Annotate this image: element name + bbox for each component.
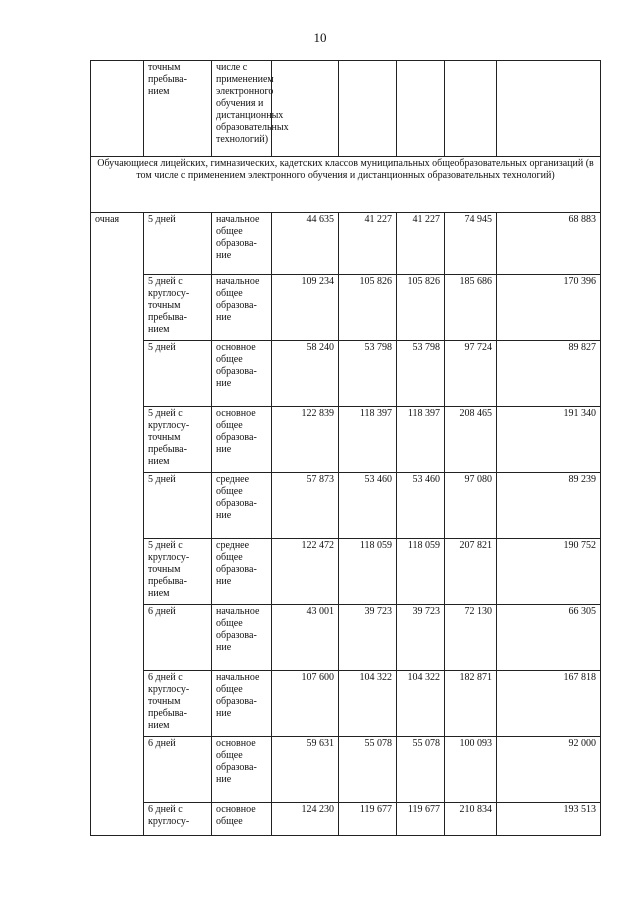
cell-value-4: 185 686: [445, 275, 497, 341]
tariff-table: [90, 60, 601, 836]
cell-duration: 5 дней: [144, 213, 212, 275]
cell-value-1: 58 240: [272, 341, 339, 407]
cell-value-5: 89 239: [497, 473, 601, 539]
cell-value-4: 182 871: [445, 671, 497, 737]
cell-form-empty: [91, 61, 144, 157]
cell-value-5: 191 340: [497, 407, 601, 473]
cell-duration: 5 дней с круглосу- точным пребыва- нием: [144, 539, 212, 605]
cell-value-1: 122 839: [272, 407, 339, 473]
cell-value-5: 92 000: [497, 737, 601, 803]
cell-value-3: 118 059: [397, 539, 445, 605]
table-row: [91, 275, 601, 341]
section-title: Обучающиеся лицейских, гимназических, кадетских классов муниципальных общеобразовательных организаций (в том числе с применением электронного обучения и дистанционных образовательных технологий): [91, 157, 601, 213]
cell-value-4: 210 834: [445, 803, 497, 836]
cell-value-2: 104 322: [339, 671, 397, 737]
cell-value-4: 207 821: [445, 539, 497, 605]
cell-level-fragment: числе с применением электронного обучения и дистанционных образовательных технологий): [212, 61, 272, 157]
section-row: [91, 157, 601, 213]
cell-form: очная: [91, 213, 144, 836]
cell-level: начальное общее образова- ние: [212, 671, 272, 737]
cell-value-3: 104 322: [397, 671, 445, 737]
cell-duration: 5 дней: [144, 473, 212, 539]
table-row: [91, 341, 601, 407]
cell-value-1: 122 472: [272, 539, 339, 605]
cell-value-3: 119 677: [397, 803, 445, 836]
cell-value-2: 119 677: [339, 803, 397, 836]
table-row: [91, 737, 601, 803]
cell-value-1: 107 600: [272, 671, 339, 737]
cell-value-5: 193 513: [497, 803, 601, 836]
cell-value-4: 74 945: [445, 213, 497, 275]
cell-value-3: 39 723: [397, 605, 445, 671]
cell-empty: [272, 61, 339, 157]
cell-value-5: 66 305: [497, 605, 601, 671]
table-row: [91, 803, 601, 836]
cell-duration: 5 дней с круглосу- точным пребыва- нием: [144, 275, 212, 341]
cell-value-1: 109 234: [272, 275, 339, 341]
cell-value-2: 105 826: [339, 275, 397, 341]
cell-level: среднее общее образова- ние: [212, 473, 272, 539]
cell-value-3: 41 227: [397, 213, 445, 275]
cell-value-2: 53 798: [339, 341, 397, 407]
cell-value-4: 72 130: [445, 605, 497, 671]
cell-value-5: 170 396: [497, 275, 601, 341]
cell-value-4: 97 724: [445, 341, 497, 407]
cell-empty: [497, 61, 601, 157]
cell-value-1: 57 873: [272, 473, 339, 539]
table-row: [91, 407, 601, 473]
cell-empty: [397, 61, 445, 157]
cell-duration: 5 дней с круглосу- точным пребыва- нием: [144, 407, 212, 473]
cell-empty: [339, 61, 397, 157]
table-row: [91, 671, 601, 737]
cell-value-1: 44 635: [272, 213, 339, 275]
cell-value-4: 208 465: [445, 407, 497, 473]
cell-value-3: 105 826: [397, 275, 445, 341]
table-row: [91, 473, 601, 539]
cell-level: начальное общее образова- ние: [212, 605, 272, 671]
cell-value-2: 41 227: [339, 213, 397, 275]
cell-value-2: 118 397: [339, 407, 397, 473]
cell-duration: 6 дней с круглосу- точным пребыва- нием: [144, 671, 212, 737]
cell-value-4: 97 080: [445, 473, 497, 539]
cell-level: среднее общее образова- ние: [212, 539, 272, 605]
cell-value-4: 100 093: [445, 737, 497, 803]
cell-level: основное общее образова- ние: [212, 737, 272, 803]
cell-value-3: 53 460: [397, 473, 445, 539]
cell-value-5: 89 827: [497, 341, 601, 407]
cell-duration: 5 дней: [144, 341, 212, 407]
cell-level: основное общее: [212, 803, 272, 836]
table-row: [91, 213, 601, 275]
cell-value-3: 55 078: [397, 737, 445, 803]
page-number: 10: [313, 30, 327, 45]
cell-value-5: 68 883: [497, 213, 601, 275]
cell-duration-fragment: точным пребыва- нием: [144, 61, 212, 157]
cell-value-1: 124 230: [272, 803, 339, 836]
cell-level: основное общее образова- ние: [212, 407, 272, 473]
cell-value-3: 118 397: [397, 407, 445, 473]
cell-value-5: 190 752: [497, 539, 601, 605]
table-row: [91, 605, 601, 671]
table-row: [91, 539, 601, 605]
header-fragment-row: [91, 61, 601, 157]
cell-level: начальное общее образова- ние: [212, 275, 272, 341]
cell-value-5: 167 818: [497, 671, 601, 737]
cell-value-2: 55 078: [339, 737, 397, 803]
cell-value-1: 43 001: [272, 605, 339, 671]
cell-duration: 6 дней с круглосу-: [144, 803, 212, 836]
cell-duration: 6 дней: [144, 605, 212, 671]
cell-level: основное общее образова- ние: [212, 341, 272, 407]
cell-value-2: 53 460: [339, 473, 397, 539]
cell-empty: [445, 61, 497, 157]
cell-duration: 6 дней: [144, 737, 212, 803]
cell-value-1: 59 631: [272, 737, 339, 803]
cell-value-3: 53 798: [397, 341, 445, 407]
cell-level: начальное общее образова- ние: [212, 213, 272, 275]
cell-value-2: 118 059: [339, 539, 397, 605]
cell-value-2: 39 723: [339, 605, 397, 671]
